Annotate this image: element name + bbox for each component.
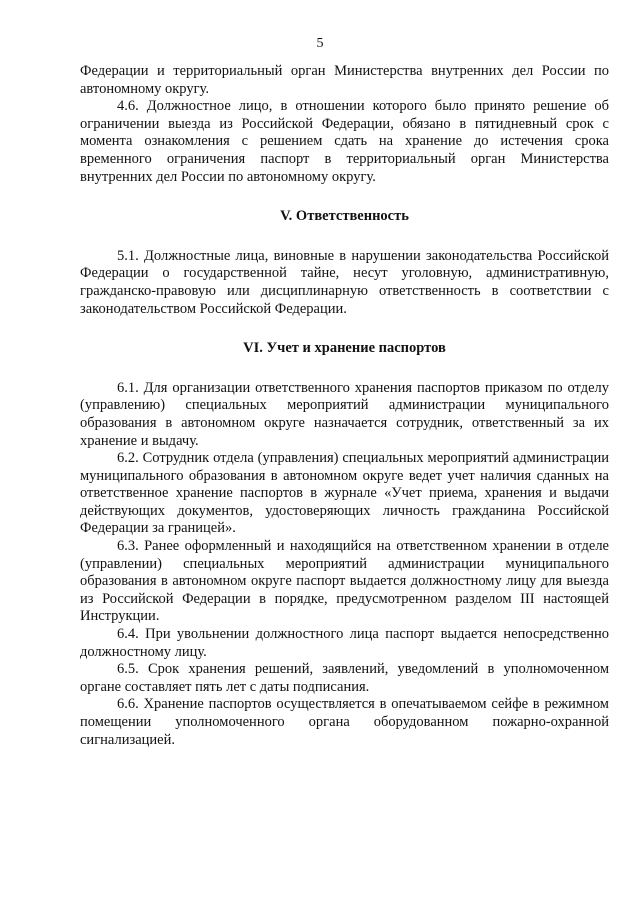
paragraph-6-3: 6.3. Ранее оформленный и находящийся на ответственном хранении в отделе (управлении) специальных мероприятий администрации муниципального образования в автономном округе паспорт выдается должностному лицу для выезда из Российской Федерации в порядке, предусмотренном разделом III настоящей Инструкции.: [80, 538, 609, 625]
paragraph-6-4: 6.4. При увольнении должностного лица паспорт выдается непосредственно должностному лицу.: [80, 626, 609, 660]
paragraph-6-6: 6.6. Хранение паспортов осуществляется в опечатываемом сейфе в режимном помещении уполномоченного органа оборудованном пожарно-охранной сигнализацией.: [80, 696, 609, 748]
paragraph-6-5: 6.5. Срок хранения решений, заявлений, уведомлений в уполномоченном органе составляет пять лет с даты подписания.: [80, 661, 609, 695]
page-number: 5: [316, 36, 324, 51]
paragraph-6-1: 6.1. Для организации ответственного хранения паспортов приказом по отделу (управлению) специальных мероприятий администрации муниципального образования в автономном округе назначается сотрудник, ответственный за их хранение и выдачу.: [80, 379, 609, 449]
document-body: [80, 63, 609, 749]
paragraph-continuation: Федерации и территориальный орган Министерства внутренних дел России по автономному округу.: [80, 63, 609, 97]
paragraph-4-6: 4.6. Должностное лицо, в отношении которого было принято решение об ограничении выезда из Российской Федерации, обязано в пятидневный срок с момента ознакомления с решением сдать на хранение до истечения срока временного ограничения паспорт в территориальный орган Министерства внутренних дел России по автономному округу.: [80, 98, 609, 185]
section-6-heading: VI. Учет и хранение паспортов: [243, 340, 446, 357]
paragraph-6-2: 6.2. Сотрудник отдела (управления) специальных мероприятий администрации муниципального образования в автономном округе ведет учет наличия сданных на ответственное хранение паспортов в журнале «Учет приема, хранения и выдачи действующих документов, удостоверяющих личность гражданина Российской Федерации за границей».: [80, 450, 609, 537]
paragraph-5-1: 5.1. Должностные лица, виновные в нарушении законодательства Российской Федерации о государственной тайне, несут уголовную, административную, гражданско-правовую или дисциплинарную ответственность в соответствии с законодательством Российской Федерации.: [80, 247, 609, 317]
section-5-heading: V. Ответственность: [280, 208, 409, 225]
